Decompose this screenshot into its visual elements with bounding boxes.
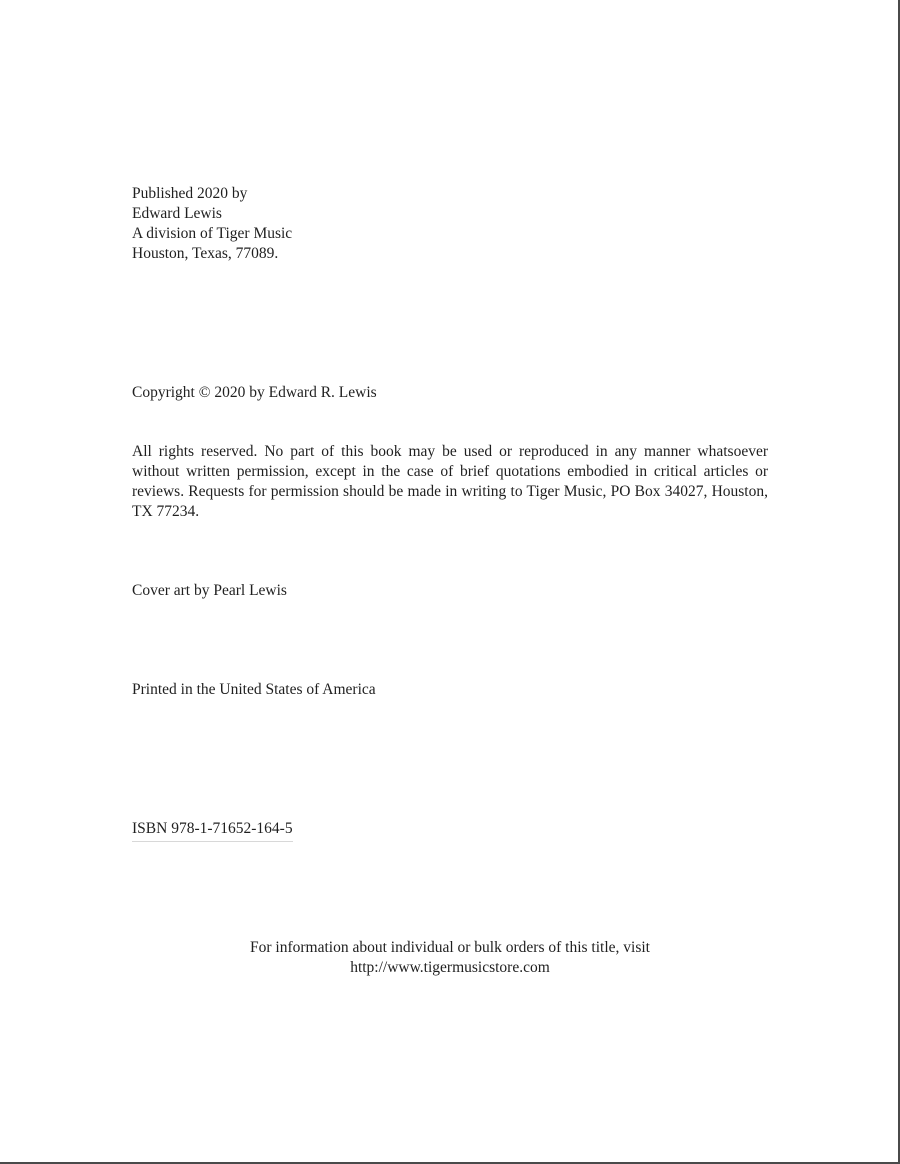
copyright-notice: Copyright © 2020 by Edward R. Lewis — [132, 384, 377, 401]
printed-in-notice: Printed in the United States of America — [132, 681, 376, 698]
isbn-number: ISBN 978-1-71652-164-5 — [132, 819, 293, 842]
publisher-block — [132, 184, 292, 264]
publisher-line-published: Published 2020 by — [132, 185, 248, 202]
rights-reserved-paragraph: All rights reserved. No part of this book may be used or reproduced in any manner whatsoever without written permission, except in the case of brief quotations embodied in critical articles or reviews. Requests for permission should be made in writing to Tiger Music, PO Box 34027, Houston, TX 77234. — [132, 443, 768, 520]
publisher-line-division: A division of Tiger Music — [132, 225, 293, 242]
store-url-link[interactable]: http://www.tigermusicstore.com — [350, 959, 550, 976]
publisher-line-name: Edward Lewis — [132, 205, 222, 222]
ordering-info-text: For information about individual or bulk orders of this title, visit — [250, 939, 650, 956]
publisher-line-address: Houston, Texas, 77089. — [132, 245, 279, 262]
ordering-info-block — [0, 938, 900, 978]
cover-art-credit: Cover art by Pearl Lewis — [132, 582, 287, 599]
